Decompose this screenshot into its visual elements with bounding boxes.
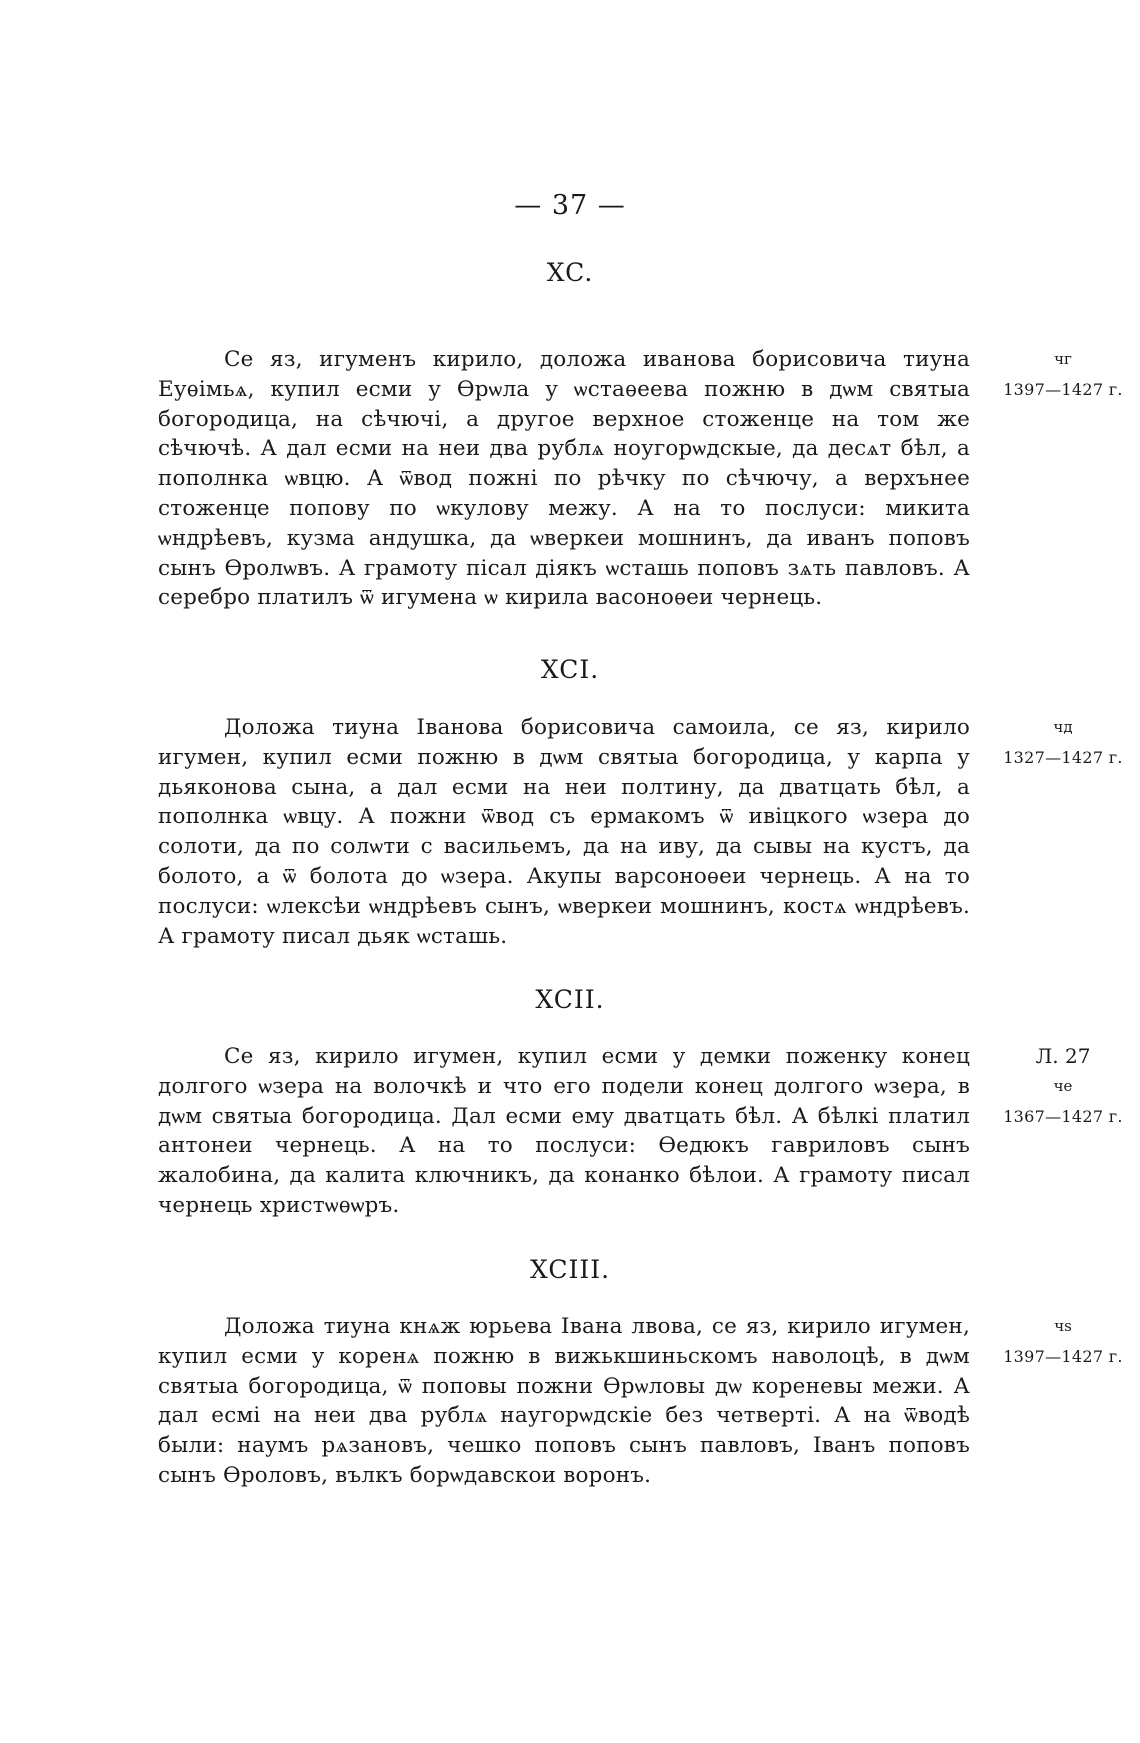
margin-year: 1397—1427 г. <box>1003 379 1123 399</box>
section-text-xc: Се яз, игуменъ кирило, доложа иванова борисовича тиуна Еуѳімьѧ, купил есми у Ѳрѡла у ѡстаѳеева пожню в дѡм святыа богородица, на сѣчючі, а другое верхное стоженце на том же сѣчючѣ. А дал есми на неи два рублѧ ноугорѡдскые, да десѧт бѣл, а пополнка ѡвцю. А ѿвод пожні по рѣчку по сѣчючу, а верхънее стоженце попову по ѡкулову межу. А на то послуси: микита ѡндрѣевъ, кузма андушка, да ѡверкеи мошнинъ, да иванъ поповъ сынъ Ѳролѡвъ. А грамоту пісал діякъ ѡсташь поповъ зѧть павловъ. А серебро платилъ ѿ игумена ѡ кирила васоноѳеи чернець. <box>158 347 970 611</box>
margin-year: 1397—1427 г. <box>1003 1346 1123 1366</box>
margin-year: 1367—1427 г. <box>1003 1106 1123 1126</box>
margin-code: чѕ <box>1054 1317 1072 1335</box>
margin-note-xc <box>990 345 1136 405</box>
margin-note-xciii <box>990 1312 1136 1372</box>
section-heading-xcii: XCII. <box>535 985 605 1014</box>
margin-code: че <box>1053 1076 1073 1095</box>
margin-code: чг <box>1054 350 1072 368</box>
section-text-xci: Доложа тиуна Іванова борисовича самоила, се яз, кирило игумен, купил есми пожню в дѡм святыа богородица, у карпа у дьяконова сына, а дал есми на неи полтину, да дватцать бѣл, а пополнка ѡвцу. А пожни ѿвод съ ермакомъ ѿ ивіцкого ѡзера до солоти, да по солѡти с васильемъ, да на иву, да сывы на кустъ, да болото, а ѿ болота до ѡзера. Акупы варсоноѳеи чернець. А на то послуси: ѡлексѣи ѡндрѣевъ сынъ, ѡверкеи мошнинъ, костѧ ѡндрѣевъ. А грамоту писал дьяк ѡсташь. <box>158 715 970 949</box>
section-heading-xci: XCI. <box>540 655 600 684</box>
section-heading-xciii: XCIII. <box>529 1255 611 1284</box>
margin-code: чд <box>1053 718 1073 736</box>
margin-note-xcii <box>990 1042 1136 1131</box>
section-text-xcii: Се яз, кирило игумен, купил есми у демки поженку конец долгого ѡзера на волочкѣ и что его подели конец долгого ѡзера, в дѡм святыа богородица. Дал есми ему дватцать бѣл. А бѣлкі платил антонеи чернець. А на то послуси: Ѳедюкъ гавриловъ сынъ жалобина, да калита ключникъ, да конанко бѣлои. А грамоту писал чернець христѡѳѡръ. <box>158 1044 970 1218</box>
margin-year: 1327—1427 г. <box>1003 747 1123 767</box>
section-text-xciii: Доложа тиуна кнѧж юрьева Івана лвова, се яз, кирило игумен, купил есми у коренѧ пожню в вижькшиньскомъ наволоцѣ, в дѡм святыа богородица, ѿ поповы пожни Ѳрѡловы дѡ кореневы межи. А дал есмі на неи два рублѧ наугорѡдскіе без четверті. А на ѿводѣ были: наумъ рѧзановъ, чешко поповъ сынъ павловъ, Іванъ поповъ сынъ Ѳроловъ, вълкъ борѡдавскои воронъ. <box>158 1314 970 1488</box>
margin-note-xci <box>990 713 1136 773</box>
margin-leaf-ref: Л. 27 <box>1035 1044 1091 1068</box>
section-heading-xc: XC. <box>546 258 594 287</box>
page-number: — 37 — <box>514 190 626 221</box>
